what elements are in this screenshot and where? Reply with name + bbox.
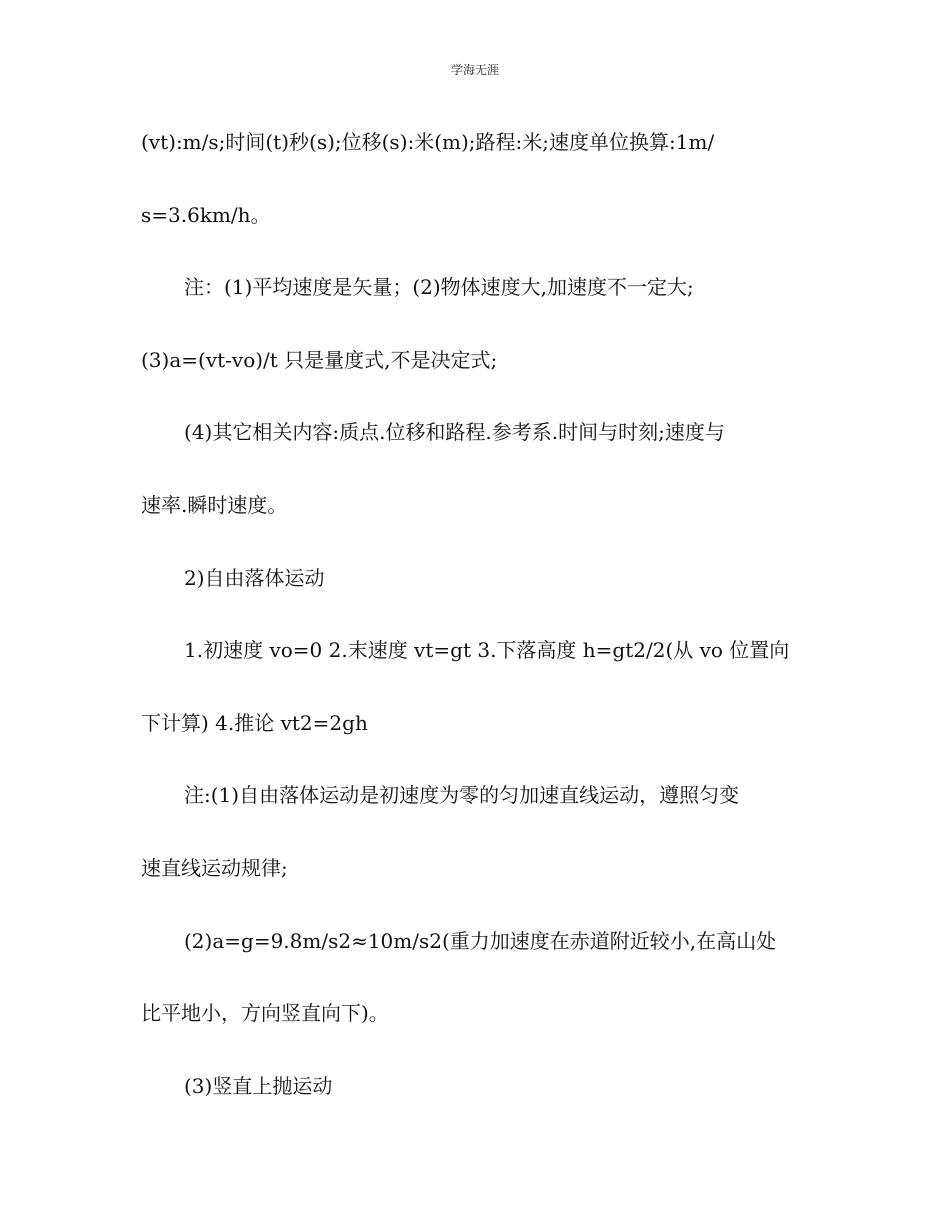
text-line: (2)a=g=9.8m/s2≈10m/s2(重力加速度在赤道附近较小,在高山处 bbox=[184, 928, 777, 953]
text-line: 1.初速度 vo=0 2.末速度 vt=gt 3.下落高度 h=gt2/2(从 vo 位置向 bbox=[184, 638, 790, 663]
text-line: (4)其它相关内容:质点.位移和路程.参考系.时间与时刻;速度与 bbox=[184, 420, 725, 445]
text-line: 速直线运动规律; bbox=[141, 855, 288, 880]
section-heading: 2)自由落体运动 bbox=[184, 565, 325, 590]
text-line: 下计算) 4.推论 vt2=2gh bbox=[141, 710, 368, 735]
text-line: (vt):m/s;时间(t)秒(s);位移(s):米(m);路程:米;速度单位换算:1m/ bbox=[141, 130, 715, 154]
text-line: 比平地小，方向竖直向下)。 bbox=[141, 1001, 389, 1026]
text-line: (3)a=(vt-vo)/t 只是量度式,不是决定式; bbox=[141, 347, 498, 372]
text-line: 注：(1)平均速度是矢量；(2)物体速度大,加速度不一定大; bbox=[184, 275, 694, 300]
page-header: 学海无涯 bbox=[450, 63, 499, 77]
text-line: s=3.6km/h。 bbox=[141, 202, 271, 227]
document-body bbox=[141, 118, 821, 1134]
text-line: 注:(1)自由落体运动是初速度为零的匀加速直线运动，遵照匀变 bbox=[184, 783, 740, 808]
section-heading: (3)竖直上抛运动 bbox=[184, 1073, 333, 1098]
text-line: 速率.瞬时速度。 bbox=[141, 492, 288, 517]
